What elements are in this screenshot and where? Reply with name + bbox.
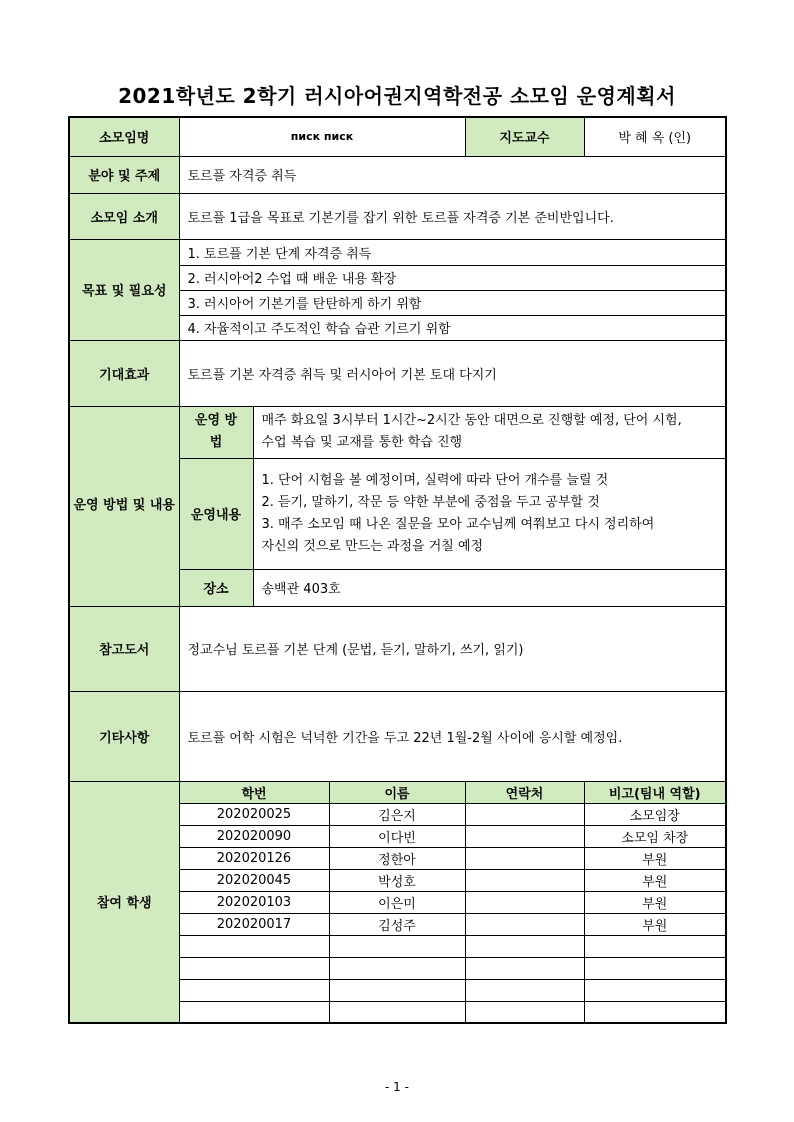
member-contact bbox=[465, 869, 584, 891]
member-id: 202020017 bbox=[179, 913, 329, 935]
member-contact bbox=[465, 979, 584, 1001]
plan-table bbox=[68, 116, 727, 1024]
row-group-name bbox=[69, 117, 726, 156]
row-ref bbox=[69, 606, 726, 691]
method-line: 수업 복습 및 교재를 통한 학습 진행 bbox=[261, 435, 463, 450]
member-id bbox=[179, 935, 329, 957]
member-contact bbox=[465, 803, 584, 825]
member-role bbox=[584, 957, 726, 979]
member-id bbox=[179, 1001, 329, 1023]
member-name: 박성호 bbox=[329, 869, 465, 891]
member-id: 202020045 bbox=[179, 869, 329, 891]
member-name bbox=[329, 979, 465, 1001]
members-label: 참여 학생 bbox=[69, 781, 179, 1023]
method-value bbox=[253, 406, 726, 458]
member-contact bbox=[465, 957, 584, 979]
method-line: 매주 화요일 3시부터 1시간~2시간 동안 대면으로 진행할 예정, 단어 시험, bbox=[261, 413, 682, 428]
member-name bbox=[329, 957, 465, 979]
col-header-id: 학번 bbox=[179, 781, 329, 803]
place-label: 장소 bbox=[179, 569, 253, 606]
group-name-label: 소모임명 bbox=[69, 117, 179, 156]
content-value bbox=[253, 458, 726, 569]
member-id bbox=[179, 979, 329, 1001]
member-name: 이다빈 bbox=[329, 825, 465, 847]
row-field bbox=[69, 156, 726, 193]
member-role: 소모임장 bbox=[584, 803, 726, 825]
col-header-contact: 연락처 bbox=[465, 781, 584, 803]
member-role bbox=[584, 935, 726, 957]
member-contact bbox=[465, 913, 584, 935]
member-name: 김성주 bbox=[329, 913, 465, 935]
row-etc bbox=[69, 691, 726, 781]
member-id: 202020090 bbox=[179, 825, 329, 847]
goal-item: 4. 자율적이고 주도적인 학습 습관 기르기 위함 bbox=[179, 315, 726, 340]
member-contact bbox=[465, 891, 584, 913]
field-label: 분야 및 주제 bbox=[69, 156, 179, 193]
member-contact bbox=[465, 935, 584, 957]
member-role bbox=[584, 1001, 726, 1023]
member-role: 부원 bbox=[584, 847, 726, 869]
ref-label: 참고도서 bbox=[69, 606, 179, 691]
page-number: - 1 - bbox=[385, 1080, 409, 1094]
effect-value: 토르플 기본 자격증 취득 및 러시아어 기본 토대 다지기 bbox=[179, 340, 726, 406]
group-name-value: писк писк bbox=[179, 117, 465, 156]
member-id: 202020126 bbox=[179, 847, 329, 869]
member-contact bbox=[465, 1001, 584, 1023]
member-role: 부원 bbox=[584, 913, 726, 935]
member-role bbox=[584, 979, 726, 1001]
member-name: 김은지 bbox=[329, 803, 465, 825]
place-value: 송백관 403호 bbox=[253, 569, 726, 606]
member-name bbox=[329, 935, 465, 957]
intro-value: 토르플 1급을 목표로 기본기를 잡기 위한 토르플 자격증 기본 준비반입니다. bbox=[179, 193, 726, 239]
ref-value: 정교수님 토르플 기본 단계 (문법, 듣기, 말하기, 쓰기, 읽기) bbox=[179, 606, 726, 691]
row-effect bbox=[69, 340, 726, 406]
row-intro bbox=[69, 193, 726, 239]
content-label: 운영내용 bbox=[179, 458, 253, 569]
member-id: 202020103 bbox=[179, 891, 329, 913]
member-role: 부원 bbox=[584, 891, 726, 913]
col-header-name: 이름 bbox=[329, 781, 465, 803]
document-title: 2021학년도 2학기 러시아어권지역학전공 소모임 운영계획서 bbox=[118, 84, 676, 108]
etc-value: 토르플 어학 시험은 넉넉한 기간을 두고 22년 1월-2월 사이에 응시할 예정임. bbox=[179, 691, 726, 781]
member-name: 이은미 bbox=[329, 891, 465, 913]
goals-label: 목표 및 필요성 bbox=[69, 239, 179, 340]
goal-item: 2. 러시아어2 수업 때 배운 내용 확장 bbox=[179, 265, 726, 290]
member-role: 부원 bbox=[584, 869, 726, 891]
col-header-role: 비고(팀내 역할) bbox=[584, 781, 726, 803]
goal-item: 1. 토르플 기본 단계 자격증 취득 bbox=[179, 239, 726, 265]
member-contact bbox=[465, 847, 584, 869]
advisor-label: 지도교수 bbox=[465, 117, 584, 156]
etc-label: 기타사항 bbox=[69, 691, 179, 781]
content-line: 2. 듣기, 말하기, 작문 등 약한 부분에 중점을 두고 공부할 것 bbox=[261, 494, 600, 510]
goal-item: 3. 러시아어 기본기를 탄탄하게 하기 위함 bbox=[179, 290, 726, 315]
field-value: 토르플 자격증 취득 bbox=[179, 156, 726, 193]
members-header-row bbox=[69, 781, 726, 803]
member-id bbox=[179, 957, 329, 979]
member-id: 202020025 bbox=[179, 803, 329, 825]
operation-label: 운영 방법 및 내용 bbox=[69, 406, 179, 606]
row-method bbox=[69, 406, 726, 458]
member-name bbox=[329, 1001, 465, 1023]
method-label: 운영 방법 bbox=[179, 406, 253, 458]
effect-label: 기대효과 bbox=[69, 340, 179, 406]
member-contact bbox=[465, 825, 584, 847]
row-goal-1 bbox=[69, 239, 726, 265]
content-line: 3. 매주 소모임 때 나온 질문을 모아 교수님께 여쭤보고 다시 정리하여 bbox=[261, 516, 655, 532]
content-line: 1. 단어 시험을 볼 예정이며, 실력에 따라 단어 개수를 늘릴 것 bbox=[261, 472, 609, 488]
intro-label: 소모임 소개 bbox=[69, 193, 179, 239]
member-role: 소모임 차장 bbox=[584, 825, 726, 847]
advisor-value: 박 혜 옥 (인) bbox=[584, 117, 726, 156]
member-name: 정한아 bbox=[329, 847, 465, 869]
content-line: 자신의 것으로 만드는 과정을 거칠 예정 bbox=[261, 538, 484, 554]
